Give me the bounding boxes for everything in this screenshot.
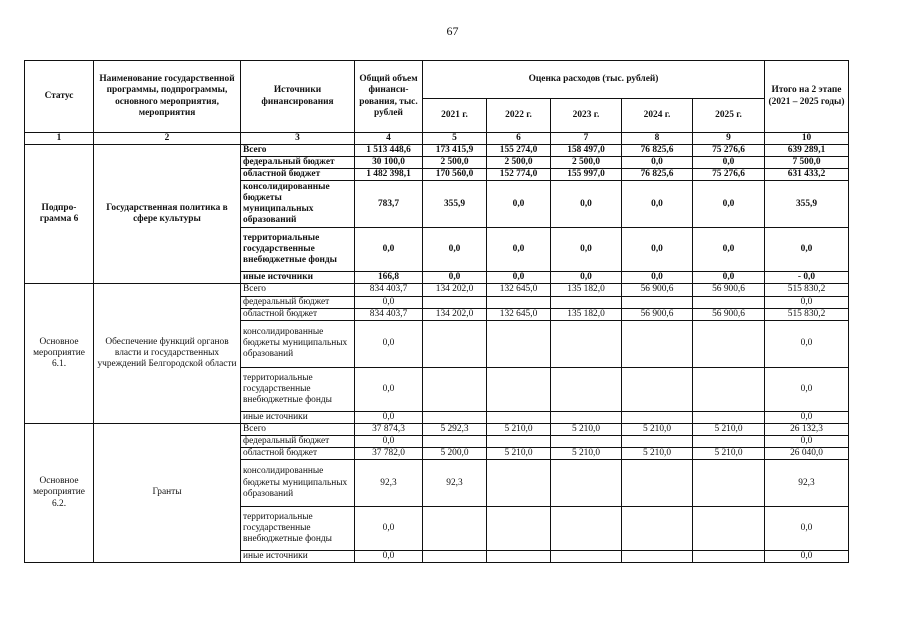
- table-header: [25, 61, 849, 133]
- year-amount: [487, 320, 551, 367]
- funding-source: территориальные государственные внебюджетные фонды: [241, 507, 355, 551]
- year-amount: 5 210,0: [551, 423, 622, 435]
- total-amount: 0,0: [355, 320, 423, 367]
- header-itogo: Итого на 2 этапе (2021 – 2025 годы): [765, 61, 849, 133]
- total-amount: 0,0: [355, 551, 423, 563]
- year-amount: 0,0: [622, 157, 693, 169]
- table-row: [25, 423, 849, 435]
- year-amount: 56 900,6: [693, 308, 765, 320]
- row-name: Обеспечение функций органов власти и государственных учреждений Белгородской области: [94, 284, 241, 423]
- header-sources: Источники финансирования: [241, 61, 355, 133]
- year-amount: 0,0: [693, 181, 765, 228]
- itogo-amount: 92,3: [765, 460, 849, 507]
- year-amount: [423, 551, 487, 563]
- column-index: 5: [423, 133, 487, 145]
- itogo-amount: 0,0: [765, 411, 849, 423]
- funding-source: областной бюджет: [241, 448, 355, 460]
- header-year: 2023 г.: [551, 99, 622, 133]
- funding-source: консолидированные бюджеты муниципальных образований: [241, 320, 355, 367]
- year-amount: 0,0: [551, 228, 622, 272]
- year-amount: 152 774,0: [487, 169, 551, 181]
- year-amount: 76 825,6: [622, 145, 693, 157]
- funding-source: иные источники: [241, 272, 355, 284]
- year-amount: 134 202,0: [423, 284, 487, 296]
- funding-source: Всего: [241, 284, 355, 296]
- total-amount: 1 482 398,1: [355, 169, 423, 181]
- year-amount: 5 210,0: [487, 448, 551, 460]
- year-amount: 56 900,6: [622, 308, 693, 320]
- funding-source: Всего: [241, 145, 355, 157]
- year-amount: [622, 296, 693, 308]
- year-amount: [551, 551, 622, 563]
- total-amount: 0,0: [355, 435, 423, 447]
- itogo-amount: 631 433,2: [765, 169, 849, 181]
- itogo-amount: 0,0: [765, 228, 849, 272]
- year-amount: [693, 507, 765, 551]
- itogo-amount: 0,0: [765, 320, 849, 367]
- row-status: Основное мероприятие 6.2.: [25, 423, 94, 562]
- row-status: Подпро-грамма 6: [25, 145, 94, 284]
- year-amount: [693, 411, 765, 423]
- row-name: Государственная политика в сфере культуры: [94, 145, 241, 284]
- year-amount: [551, 367, 622, 411]
- itogo-amount: 0,0: [765, 551, 849, 563]
- year-amount: 0,0: [487, 272, 551, 284]
- year-amount: [693, 435, 765, 447]
- year-amount: 5 292,3: [423, 423, 487, 435]
- year-amount: [423, 320, 487, 367]
- row-status: Основное мероприятие 6.1.: [25, 284, 94, 423]
- itogo-amount: 0,0: [765, 507, 849, 551]
- year-amount: [423, 507, 487, 551]
- year-amount: [622, 411, 693, 423]
- year-amount: [622, 551, 693, 563]
- header-year: 2022 г.: [487, 99, 551, 133]
- year-amount: 0,0: [693, 228, 765, 272]
- year-amount: 155 274,0: [487, 145, 551, 157]
- header-year: 2024 г.: [622, 99, 693, 133]
- year-amount: [693, 551, 765, 563]
- year-amount: [487, 435, 551, 447]
- year-amount: 0,0: [423, 272, 487, 284]
- itogo-amount: 0,0: [765, 435, 849, 447]
- funding-source: консолидированные бюджеты муниципальных образований: [241, 181, 355, 228]
- column-index: 1: [25, 133, 94, 145]
- total-amount: 0,0: [355, 507, 423, 551]
- year-amount: 0,0: [487, 228, 551, 272]
- year-amount: 75 276,6: [693, 169, 765, 181]
- column-index-row: [25, 133, 849, 145]
- itogo-amount: 26 040,0: [765, 448, 849, 460]
- year-amount: 0,0: [622, 181, 693, 228]
- year-amount: 2 500,0: [487, 157, 551, 169]
- year-amount: [693, 320, 765, 367]
- year-amount: [622, 320, 693, 367]
- year-amount: [487, 460, 551, 507]
- table-row: [25, 284, 849, 296]
- row-name: Гранты: [94, 423, 241, 562]
- total-amount: 1 513 448,6: [355, 145, 423, 157]
- funding-source: иные источники: [241, 411, 355, 423]
- total-amount: 30 100,0: [355, 157, 423, 169]
- total-amount: 166,8: [355, 272, 423, 284]
- year-amount: 0,0: [693, 157, 765, 169]
- year-amount: 56 900,6: [622, 284, 693, 296]
- year-amount: 92,3: [423, 460, 487, 507]
- column-index: 8: [622, 133, 693, 145]
- header-year: 2021 г.: [423, 99, 487, 133]
- header-status: Статус: [25, 61, 94, 133]
- total-amount: 0,0: [355, 411, 423, 423]
- year-amount: 56 900,6: [693, 284, 765, 296]
- year-amount: [487, 367, 551, 411]
- itogo-amount: 0,0: [765, 367, 849, 411]
- total-amount: 37 782,0: [355, 448, 423, 460]
- year-amount: [693, 296, 765, 308]
- table-row: [25, 145, 849, 157]
- itogo-amount: 26 132,3: [765, 423, 849, 435]
- year-amount: [622, 435, 693, 447]
- itogo-amount: 515 830,2: [765, 284, 849, 296]
- year-amount: 132 645,0: [487, 308, 551, 320]
- year-amount: [551, 460, 622, 507]
- year-amount: [693, 367, 765, 411]
- funding-source: областной бюджет: [241, 169, 355, 181]
- year-amount: [487, 296, 551, 308]
- column-index: 9: [693, 133, 765, 145]
- year-amount: [487, 551, 551, 563]
- year-amount: [487, 411, 551, 423]
- column-index: 3: [241, 133, 355, 145]
- total-amount: 0,0: [355, 228, 423, 272]
- itogo-amount: 0,0: [765, 296, 849, 308]
- itogo-amount: - 0,0: [765, 272, 849, 284]
- year-amount: 173 415,9: [423, 145, 487, 157]
- year-amount: [487, 507, 551, 551]
- year-amount: 0,0: [622, 272, 693, 284]
- total-amount: 783,7: [355, 181, 423, 228]
- year-amount: 5 210,0: [487, 423, 551, 435]
- year-amount: 355,9: [423, 181, 487, 228]
- expenditure-table: [24, 60, 849, 563]
- year-amount: 5 210,0: [622, 423, 693, 435]
- year-amount: [423, 435, 487, 447]
- year-amount: 2 500,0: [551, 157, 622, 169]
- year-amount: [551, 435, 622, 447]
- year-amount: [551, 411, 622, 423]
- year-amount: [551, 507, 622, 551]
- itogo-amount: 515 830,2: [765, 308, 849, 320]
- funding-source: федеральный бюджет: [241, 435, 355, 447]
- column-index: 6: [487, 133, 551, 145]
- funding-source: федеральный бюджет: [241, 296, 355, 308]
- year-amount: [622, 367, 693, 411]
- column-index: 10: [765, 133, 849, 145]
- year-amount: 170 560,0: [423, 169, 487, 181]
- itogo-amount: 355,9: [765, 181, 849, 228]
- column-index: 4: [355, 133, 423, 145]
- header-name: Наименование государственной программы, подпрограммы, основного мероприятия, мероприятия: [94, 61, 241, 133]
- year-amount: 0,0: [551, 272, 622, 284]
- year-amount: 0,0: [622, 228, 693, 272]
- year-amount: 134 202,0: [423, 308, 487, 320]
- table-body: [25, 133, 849, 563]
- year-amount: 158 497,0: [551, 145, 622, 157]
- funding-source: областной бюджет: [241, 308, 355, 320]
- funding-source: территориальные государственные внебюджетные фонды: [241, 228, 355, 272]
- year-amount: [551, 296, 622, 308]
- total-amount: 834 403,7: [355, 308, 423, 320]
- year-amount: 5 200,0: [423, 448, 487, 460]
- year-amount: 5 210,0: [693, 423, 765, 435]
- year-amount: 5 210,0: [551, 448, 622, 460]
- year-amount: [622, 460, 693, 507]
- year-amount: 5 210,0: [693, 448, 765, 460]
- itogo-amount: 7 500,0: [765, 157, 849, 169]
- funding-source: консолидированные бюджеты муниципальных образований: [241, 460, 355, 507]
- year-amount: 0,0: [551, 181, 622, 228]
- total-amount: 0,0: [355, 367, 423, 411]
- column-index: 7: [551, 133, 622, 145]
- year-amount: [423, 296, 487, 308]
- header-total: Общий объем финанси-рования, тыс. рублей: [355, 61, 423, 133]
- year-amount: 132 645,0: [487, 284, 551, 296]
- header-estimate: Оценка расходов (тыс. рублей): [423, 61, 765, 99]
- year-amount: 5 210,0: [622, 448, 693, 460]
- year-amount: [423, 367, 487, 411]
- funding-source: федеральный бюджет: [241, 157, 355, 169]
- funding-source: Всего: [241, 423, 355, 435]
- total-amount: 37 874,3: [355, 423, 423, 435]
- year-amount: [693, 460, 765, 507]
- funding-source: территориальные государственные внебюджетные фонды: [241, 367, 355, 411]
- year-amount: 135 182,0: [551, 308, 622, 320]
- total-amount: 92,3: [355, 460, 423, 507]
- total-amount: 0,0: [355, 296, 423, 308]
- column-index: 2: [94, 133, 241, 145]
- year-amount: 155 997,0: [551, 169, 622, 181]
- header-year: 2025 г.: [693, 99, 765, 133]
- total-amount: 834 403,7: [355, 284, 423, 296]
- year-amount: [423, 411, 487, 423]
- year-amount: 76 825,6: [622, 169, 693, 181]
- year-amount: 75 276,6: [693, 145, 765, 157]
- year-amount: 0,0: [487, 181, 551, 228]
- page-number: 67: [446, 24, 459, 38]
- year-amount: [551, 320, 622, 367]
- year-amount: 135 182,0: [551, 284, 622, 296]
- year-amount: [622, 507, 693, 551]
- funding-source: иные источники: [241, 551, 355, 563]
- year-amount: 2 500,0: [423, 157, 487, 169]
- itogo-amount: 639 289,1: [765, 145, 849, 157]
- year-amount: 0,0: [693, 272, 765, 284]
- year-amount: 0,0: [423, 228, 487, 272]
